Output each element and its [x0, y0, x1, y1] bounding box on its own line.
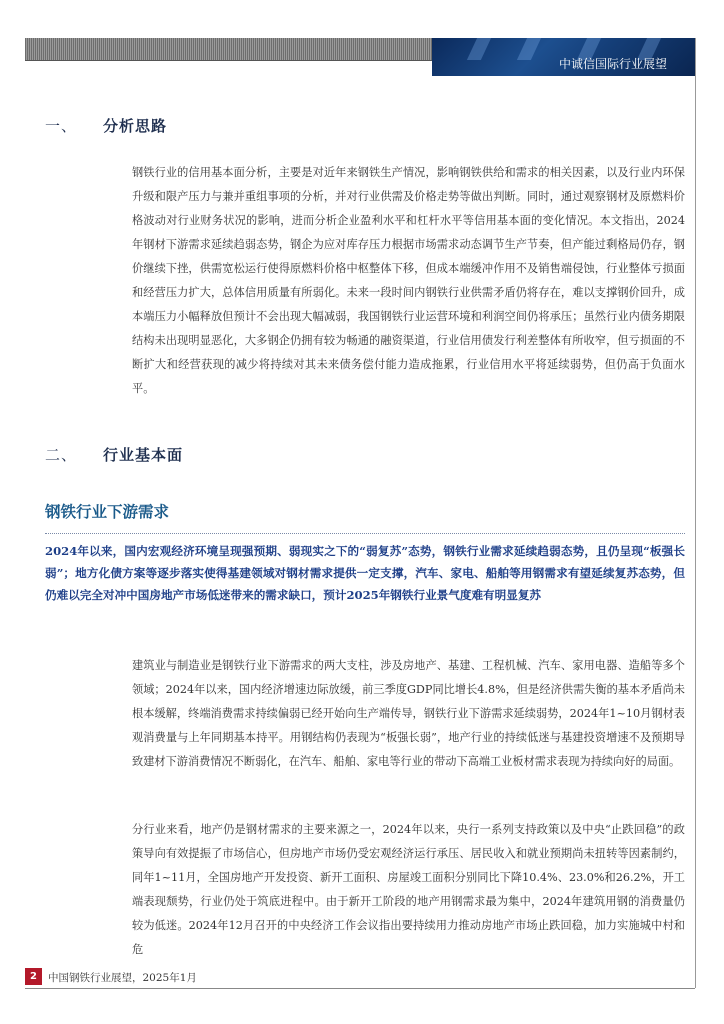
header-title: 中诚信国际行业展望: [558, 57, 667, 71]
subheading-divider: [45, 533, 685, 534]
section2-title: 行业基本面: [103, 446, 184, 464]
header-banner: [432, 38, 695, 76]
section2-heading: [45, 444, 183, 465]
page-number-badge: 2: [25, 968, 42, 985]
page-border-line: [695, 38, 696, 988]
section1-number: 一、: [45, 117, 78, 135]
section2-paragraph-2: 分行业来看，地产仍是钢材需求的主要来源之一，2024年以来，央行一系列支持政策以及中央“止跌回稳”的政策导向有效提振了市场信心，但房地产市场仍受宏观经济运行承压、居民收入和就业预期尚未扭转等因素制约，同年1~11月，全国房地产开发投资、新开工面积、房屋竣工面积分别同比下降10.4%、23.0%和26.2%，开工端表现颓势，行业仍处于筑底进程中。由于新开工阶段的地产用钢需求最为集中，2024年建筑用钢的消费量仍较为低迷。2024年12月召开的中央经济工作会议指出要持续用力推动房地产市场止跌回稳，加力实施城中村和危: [132, 823, 685, 956]
section2-number: 二、: [45, 446, 78, 464]
section1-heading: [45, 115, 167, 136]
subheading-downstream-demand: 钢铁行业下游需求: [45, 503, 170, 521]
section1-title: 分析思路: [103, 117, 168, 135]
header-bar: [25, 38, 695, 76]
footer-divider: [25, 988, 695, 989]
header-stripe-pattern: [25, 38, 432, 61]
section1-paragraph: 钢铁行业的信用基本面分析，主要是对近年来钢铁生产情况，影响钢铁供给和需求的相关因素，以及行业内环保升级和限产压力与兼并重组事项的分析，并对行业供需及价格走势等做出判断。同时，通过观察钢材及原燃料价格波动对行业财务状况的影响，进而分析企业盈利水平和杠杆水平等信用基本面的变化情况。本文指出，2024年钢材下游需求延续趋弱态势，钢企为应对库存压力根据市场需求动态调节生产节奏，但产能过剩格局仍存，钢价继续下挫，供需宽松运行使得原燃料价格中枢整体下移，但成本端缓冲作用不及销售端侵蚀，行业整体亏损面和经营压力扩大，总体信用质量有所弱化。未来一段时间内钢铁行业供需矛盾仍将存在，难以支撑钢价回升，成本端压力小幅释放但预计不会出现大幅减弱，我国钢铁行业运营环境和利润空间仍将承压；虽然行业内债务期限结构未出现明显恶化，大多钢企仍拥有较为畅通的融资渠道，行业信用债发行利差整体有所收窄，但亏损面的不断扩大和经营获现的减少将持续对其未来债务偿付能力造成拖累，行业信用水平将延续弱势，但仍高于负面水平。: [132, 166, 685, 395]
section2-paragraph-1: 建筑业与制造业是钢铁行业下游需求的两大支柱，涉及房地产、基建、工程机械、汽车、家用电器、造船等多个领域；2024年以来，国内经济增速边际放缓，前三季度GDP同比增长4.8%，但是经济供需失衡的基本矛盾尚未根本缓解，终端消费需求持续偏弱已经开始向生产端传导，钢铁行业下游需求延续弱势，2024年1~10月钢材表观消费量与上年同期基本持平。用钢结构仍表现为“板强长弱”，地产行业的持续低迷与基建投资增速不及预期导致建材下游消费情况不断弱化，在汽车、船舶、家电等行业的带动下高端工业板材需求表现为持续向好的局面。: [132, 659, 685, 768]
key-summary: 2024年以来，国内宏观经济环境呈现强预期、弱现实之下的“弱复苏”态势，钢铁行业需求延续趋弱态势，且仍呈现“板强长弱”；地方化债方案等逐步落实使得基建领域对钢材需求提供一定支撑，汽车、家电、船舶等用钢需求有望延续复苏态势，但仍难以完全对冲中国房地产市场低迷带来的需求缺口，预计2025年钢铁行业景气度难有明显复苏: [45, 544, 685, 602]
footer-text: 中国钢铁行业展望，2025年1月: [48, 972, 197, 984]
